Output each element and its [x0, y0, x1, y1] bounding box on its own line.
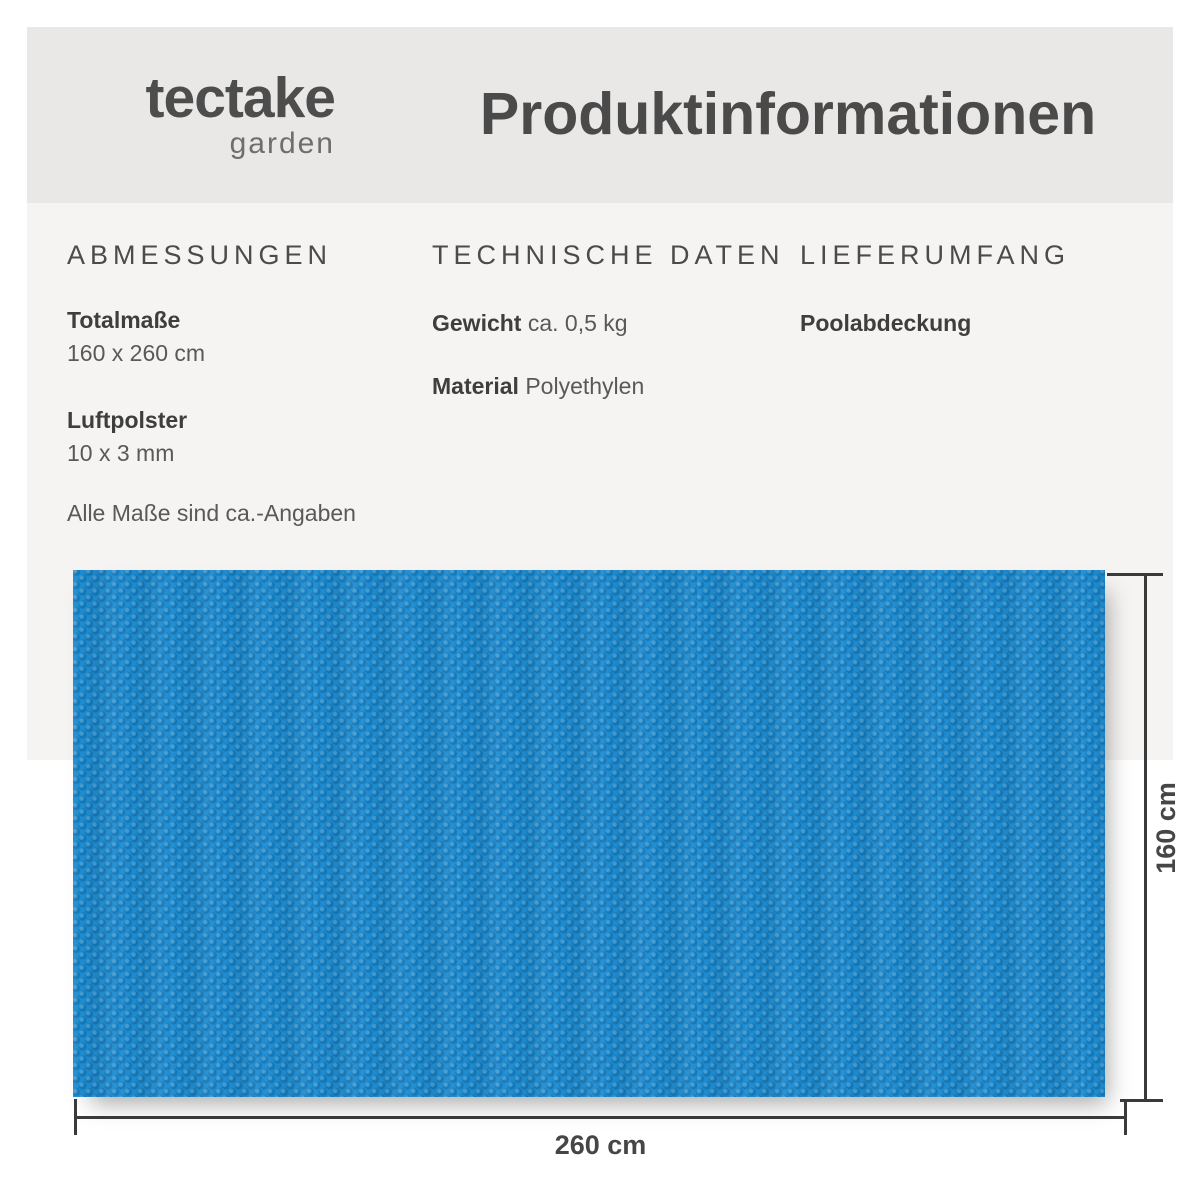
brand-logo: [95, 66, 335, 160]
spec-label: Poolabdeckung: [800, 310, 972, 336]
spec-value: Polyethylen: [525, 373, 645, 400]
spec-label: Luftpolster: [67, 406, 188, 433]
spec-material: [432, 370, 782, 403]
spec-totalmasse: [67, 304, 417, 371]
height-dimension-label: 160 cm: [1151, 782, 1181, 874]
section-lieferumfang: [800, 240, 1140, 340]
measurements-note: Alle Maße sind ca.-Angaben: [67, 500, 356, 527]
spec-luftpolster: [67, 404, 417, 471]
spec-value: 160 x 260 cm: [67, 340, 206, 367]
spec-gewicht: [432, 307, 782, 340]
section-technische-daten: [432, 240, 785, 404]
spec-label: Totalmaße: [67, 307, 181, 333]
section-abmessungen: [67, 240, 417, 527]
brand-subline: garden: [229, 127, 335, 160]
page-title: Produktinformationen: [479, 81, 1097, 147]
spec-poolabdeckung: [800, 307, 1140, 340]
spec-label: Material: [432, 373, 519, 400]
product-image-pool-cover: [73, 570, 1105, 1097]
spec-value: 10 x 3 mm: [67, 440, 175, 467]
spec-value: ca. 0,5 kg: [527, 310, 628, 336]
section-heading: ABMESSUNGEN: [67, 240, 333, 270]
section-heading: LIEFERUMFANG: [800, 240, 1071, 270]
spec-label: Gewicht: [432, 310, 522, 336]
section-heading: TECHNISCHE DATEN: [432, 240, 785, 270]
brand-name: tectake: [145, 66, 335, 130]
width-dimension-line: [74, 1116, 1127, 1119]
dimension-tick-top: [1107, 573, 1163, 576]
width-dimension-label: 260 cm: [554, 1130, 647, 1160]
